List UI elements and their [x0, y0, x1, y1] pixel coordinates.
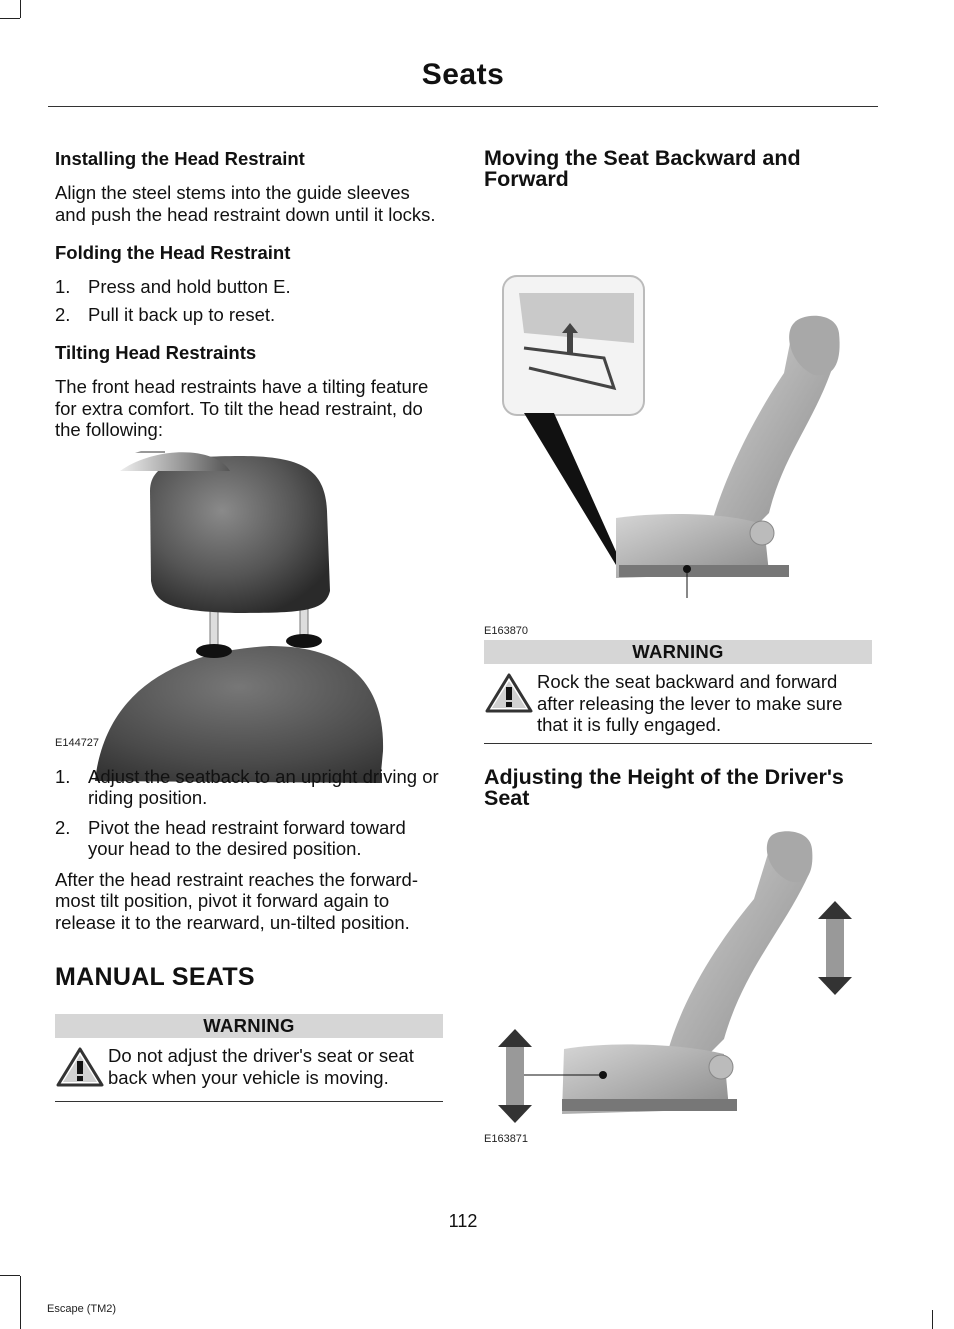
seat-slide-figure	[484, 193, 872, 637]
double-arrow-icon	[498, 1029, 532, 1123]
seat-slide-illustration	[484, 193, 872, 598]
seat-height-figure	[484, 809, 872, 1149]
tilting-after: After the head restraint reaches the forward-most tilt position, pivot it forward again to release it to the rearward, un-tilted position.	[55, 868, 418, 933]
page-number: 112	[448, 1211, 478, 1231]
warning-divider	[55, 1101, 443, 1102]
page-title: Seats	[421, 58, 505, 91]
list-item: 1. Adjust the seatback to an upright driving or riding position.	[55, 765, 439, 808]
figure-code: E144727	[55, 736, 100, 749]
right-column	[484, 148, 872, 1149]
warning-label: WARNING	[484, 640, 872, 664]
crop-mark	[0, 18, 20, 19]
figure-code: E163870	[484, 625, 529, 637]
height-heading: Adjusting the Height of the Driver's Seat	[484, 764, 844, 810]
tilt-arrow-icon	[120, 452, 230, 471]
tilting-body: The front head restraints have a tilting feature for extra comfort. To tilt the head restraint, do the following:	[55, 376, 429, 440]
warning-text: Do not adjust the driver's seat or seat back when your vehicle is moving.	[108, 1045, 414, 1088]
warning-box	[484, 671, 872, 736]
warning-divider	[484, 743, 872, 744]
title-divider	[48, 106, 878, 107]
folding-steps	[55, 276, 443, 325]
crop-mark	[20, 1276, 21, 1329]
installing-body: Align the steel stems into the guide sleeves and push the head restraint down until it locks.	[55, 182, 436, 225]
warning-triangle-icon	[485, 673, 533, 713]
list-item: 2. Pull it back up to reset.	[55, 303, 276, 325]
warning-box	[55, 1045, 443, 1091]
warning-text: Rock the seat backward and forward after releasing the lever to make sure that it is fully engaged.	[537, 671, 843, 735]
list-item: 1. Press and hold button E.	[55, 276, 291, 297]
crop-mark	[0, 1275, 20, 1276]
installing-heading: Installing the Head Restraint	[55, 148, 305, 169]
folding-heading: Folding the Head Restraint	[55, 242, 291, 263]
figure-code: E163871	[484, 1132, 529, 1145]
tilting-steps	[55, 766, 443, 860]
footer-model: Escape (TM2)	[47, 1303, 117, 1315]
left-column	[55, 148, 443, 1102]
double-arrow-icon	[818, 901, 852, 995]
moving-heading: Moving the Seat Backward and Forward	[484, 146, 801, 191]
tilting-heading: Tilting Head Restraints	[55, 342, 257, 363]
crop-mark	[932, 1310, 933, 1329]
warning-triangle-icon	[56, 1047, 104, 1087]
crop-mark	[20, 0, 21, 18]
list-item: 2. Pivot the head restraint forward toward your head to the desired position.	[55, 816, 406, 859]
warning-label: WARNING	[55, 1014, 443, 1038]
manual-seats-heading: MANUAL SEATS	[55, 963, 255, 991]
head-restraint-figure	[55, 451, 443, 796]
seat-height-illustration	[484, 809, 872, 1149]
head-restraint-illustration	[55, 451, 443, 796]
